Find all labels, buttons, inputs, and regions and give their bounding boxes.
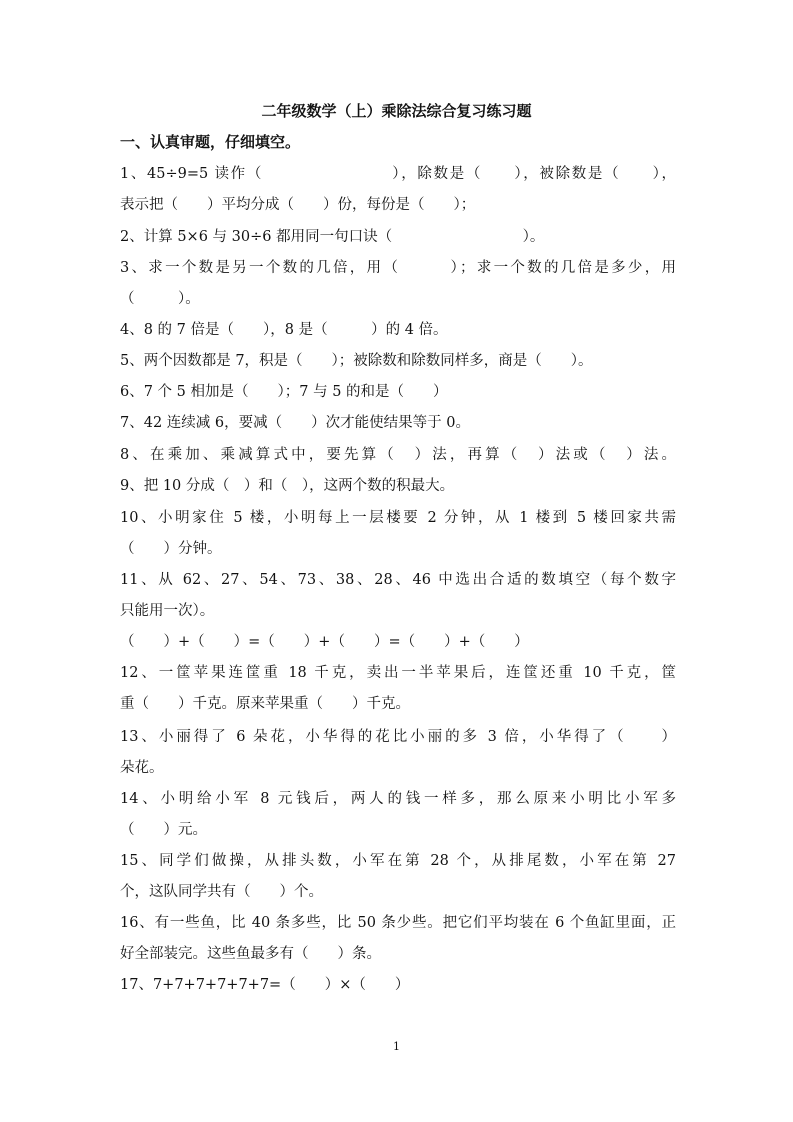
question-line: 9、把 10 分成（ ）和（ ），这两个数的积最大。	[120, 478, 455, 494]
question-line: 好全部装完。这些鱼最多有（ ）条。	[120, 946, 381, 962]
question-line: 重（ ）千克。原来苹果重（ ）千克。	[120, 696, 410, 712]
question-line: 13、小丽得了 6 朵花，小华得的花比小丽的多 3 倍，小华得了（ ）	[120, 729, 676, 745]
question-line: 5、两个因数都是 7，积是（ ）；被除数和除数同样多，商是（ ）。	[120, 353, 593, 369]
question-line: 3、求一个数是另一个数的几倍，用（ ）；求一个数的几倍是多少，用	[120, 260, 676, 276]
page-number: 1	[393, 1040, 400, 1053]
question-line: 12、一筐苹果连筐重 18 千克，卖出一半苹果后，连筐还重 10 千克，筐	[120, 665, 676, 681]
question-line: （ ）+（ ）=（ ）+（ ）=（ ）+（ ）	[120, 634, 529, 650]
section-heading: 一、认真审题，仔细填空。	[120, 133, 301, 151]
question-line: 只能用一次）。	[120, 603, 215, 619]
question-line: 7、42 连续减 6，要减（ ）次才能使结果等于 0。	[120, 415, 470, 431]
question-line: 17、7+7+7+7+7+7=（ ）×（ ）	[120, 977, 410, 993]
question-line: 6、7 个 5 相加是（ ）；7 与 5 的和是（ ）	[120, 384, 448, 400]
page-title: 二年级数学（上）乘除法综合复习练习题	[261, 102, 532, 120]
question-line: 11、从 62、27、54、73、38、28、46 中选出合适的数填空（每个数字	[120, 572, 676, 588]
question-line: （ ）分钟。	[120, 541, 222, 557]
question-line: 8、在乘加、乘减算式中，要先算（ ）法，再算（ ）法或（ ）法。	[120, 447, 676, 463]
question-line: 15、同学们做操，从排头数，小军在第 28 个，从排尾数，小军在第 27	[120, 853, 676, 869]
question-line: （ ）。	[120, 291, 200, 307]
question-line: 10、小明家住 5 楼，小明每上一层楼要 2 分钟，从 1 楼到 5 楼回家共需	[120, 510, 676, 526]
question-line: 16、有一些鱼，比 40 条多些，比 50 条少些。把它们平均装在 6 个鱼缸里面，正	[120, 915, 676, 931]
question-line: 朵花。	[120, 760, 164, 776]
question-line: 个，这队同学共有（ ）个。	[120, 884, 323, 900]
question-line: 14、小明给小军 8 元钱后，两人的钱一样多，那么原来小明比小军多	[120, 791, 676, 807]
question-line: （ ）元。	[120, 822, 207, 838]
question-line: 4、8 的 7 倍是（ ），8 是（ ）的 4 倍。	[120, 322, 448, 338]
question-line: 表示把（ ）平均分成（ ）份，每份是（ ）；	[120, 197, 476, 213]
question-line: 2、计算 5×6 与 30÷6 都用同一句口诀（ ）。	[120, 229, 545, 245]
question-line: 1、45÷9=5 读作（ ），除数是（ ），被除数是（ ），	[120, 166, 676, 182]
